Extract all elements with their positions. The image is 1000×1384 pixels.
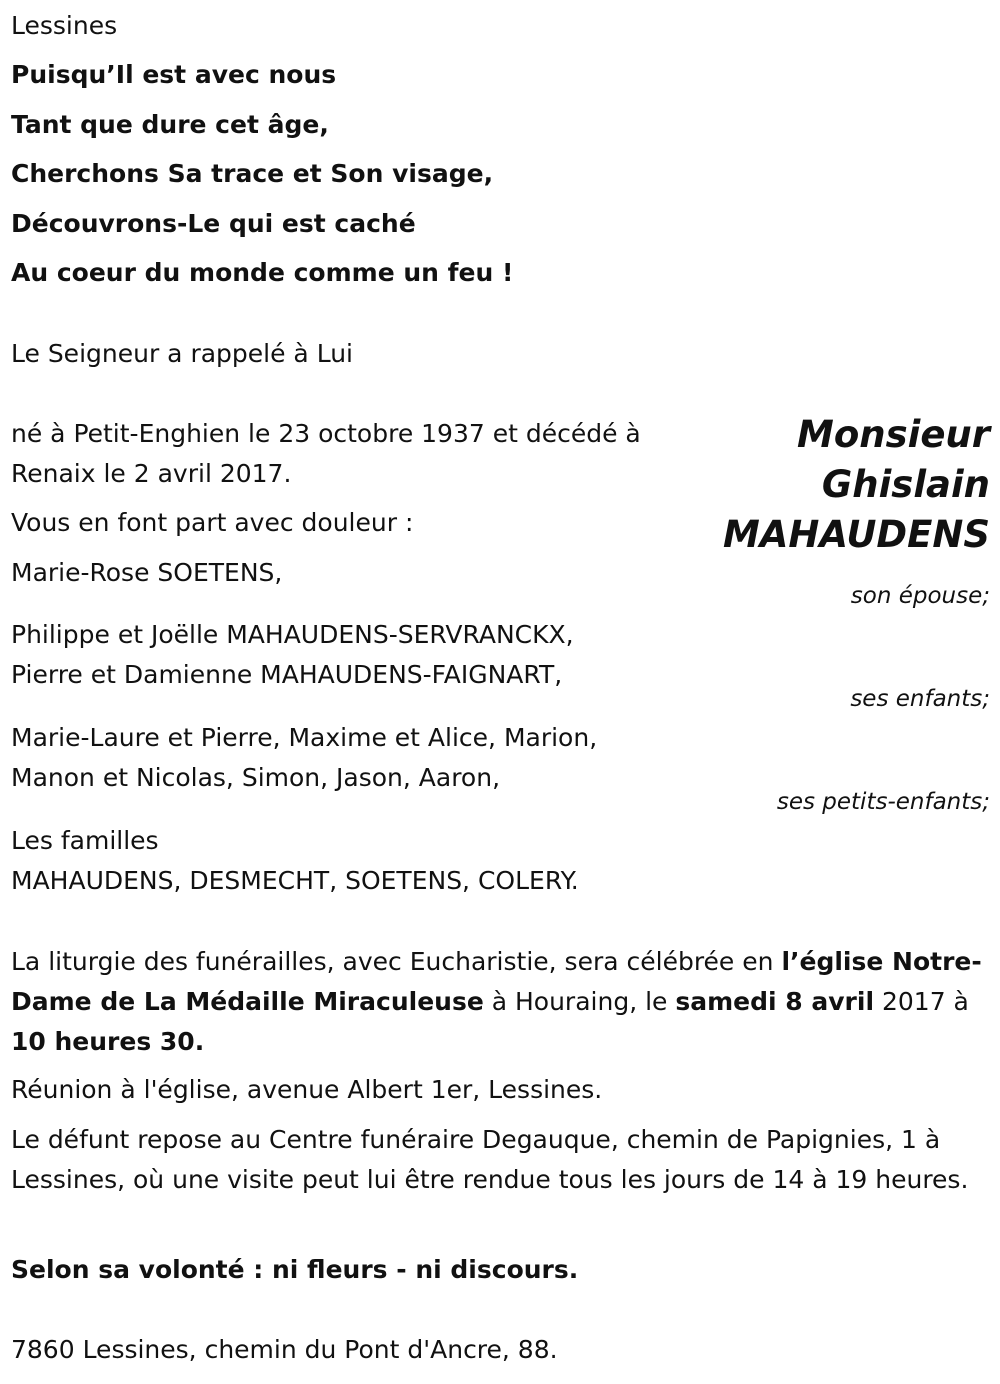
announcement-intro: Le Seigneur a rappelé à Lui [11,339,353,368]
poem-line-4: Découvrons-Le qui est caché [11,209,416,238]
children-role: ses enfants; [850,686,990,712]
birth-death-line-2: Renaix le 2 avril 2017. [11,459,292,488]
ceremony-date: samedi 8 avril [675,987,875,1016]
ceremony-text-1: La liturgie des funérailles, avec Eucharistie, sera célébrée en [11,947,782,976]
ceremony-time: 10 heures 30. [11,1027,205,1056]
deceased-title: Monsieur [797,413,990,456]
ceremony-text-2: à Houraing, le [483,987,676,1016]
meeting-info: Réunion à l'église, avenue Albert 1er, Lessines. [11,1075,603,1104]
child-line-2: Pierre et Damienne MAHAUDENS-FAIGNART, [11,660,563,689]
spouse-role: son épouse; [850,583,990,609]
deceased-first-name: Ghislain [821,463,990,506]
deceased-last-name: MAHAUDENS [722,513,990,556]
share-intro: Vous en font part avec douleur : [11,508,414,537]
poem-line-2: Tant que dure cet âge, [11,110,329,139]
ceremony-paragraph [11,942,991,1062]
poem-line-5: Au coeur du monde comme un feu ! [11,258,514,287]
grandchildren-role: ses petits-enfants; [776,789,990,815]
ceremony-church: l’église Notre-Dame de La Médaille Miraculeuse [11,947,982,1016]
spouse-name: Marie-Rose SOETENS, [11,558,283,587]
poem-line-1: Puisqu’Il est avec nous [11,60,337,89]
place-header: Lessines [11,11,118,40]
families-label: Les familles [11,826,159,855]
poem-line-3: Cherchons Sa trace et Son visage, [11,159,494,188]
families-names: MAHAUDENS, DESMECHT, SOETENS, COLERY. [11,866,579,895]
wishes: Selon sa volonté : ni fleurs - ni discours. [11,1255,579,1284]
ceremony-text-3: 2017 à [874,987,969,1016]
grandchild-line-2: Manon et Nicolas, Simon, Jason, Aaron, [11,763,501,792]
address: 7860 Lessines, chemin du Pont d'Ancre, 88. [11,1335,558,1364]
birth-death-line-1: né à Petit-Enghien le 23 octobre 1937 et décédé à [11,419,641,448]
child-line-1: Philippe et Joëlle MAHAUDENS-SERVRANCKX, [11,620,574,649]
deceased-name [723,410,990,560]
grandchild-line-1: Marie-Laure et Pierre, Maxime et Alice, Marion, [11,723,598,752]
visit-info: Le défunt repose au Centre funéraire Degauque, chemin de Papignies, 1 à Lessines, où une visite peut lui être rendue tous les jours de 14 à 19 heures. [11,1125,969,1194]
